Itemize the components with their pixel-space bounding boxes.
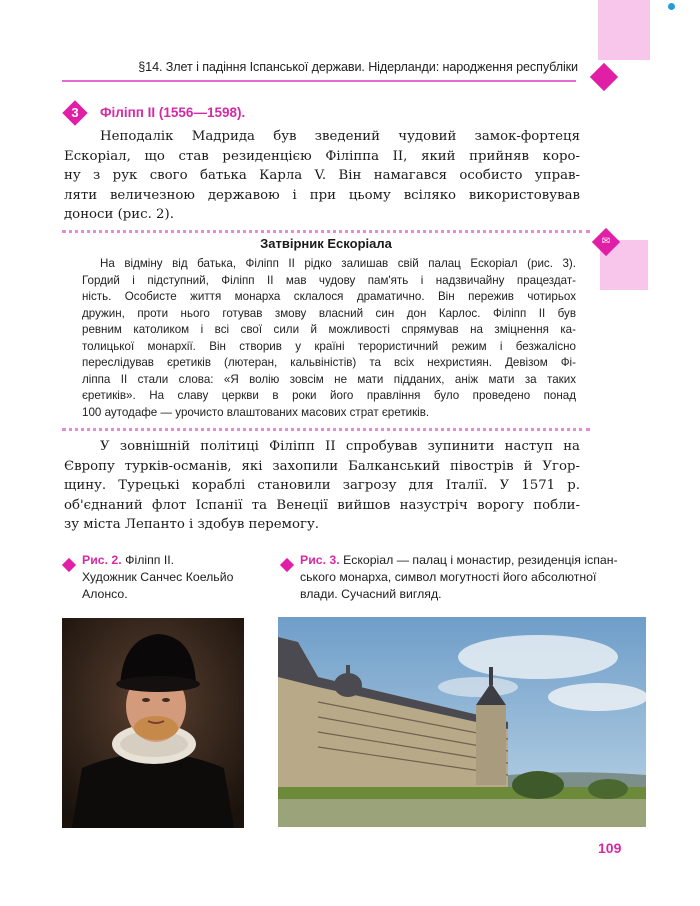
box-bottom-border xyxy=(62,428,590,431)
figure-ref: Рис. 2. xyxy=(82,553,122,567)
box-top-border xyxy=(62,230,590,233)
figure-ref: Рис. 3. xyxy=(300,553,340,567)
paragraph-line: Ескоріал, що став резиденцією Філіппа II, який прийняв коро- xyxy=(64,148,580,164)
caption-line: влади. Сучасний вигляд. xyxy=(300,587,442,601)
box-line: ревним католиком і всі свої сили й можливості спрямував на зміцнення ка- xyxy=(82,323,576,336)
box-line: ність. Особисте життя монарха склалося драматично. Він пережив чотирьох xyxy=(82,290,576,303)
section-number: 3 xyxy=(71,105,79,120)
paragraph-line: об'єднаний флот Іспанії та Венеції вийшов назустріч ворогу побли- xyxy=(64,497,580,513)
paragraph-line: ну з рук свого батька Карла V. Він намагався особисто управ- xyxy=(64,168,580,183)
caption-line: ського монарха, символ могутності його абсолютної xyxy=(300,570,597,584)
paragraph-line: У зовнішній політиці Філіпп II спробував зупинити наступ на xyxy=(100,439,580,454)
section-title: Філіпп ІІ (1556—1598). xyxy=(100,105,246,120)
page-corner-tab xyxy=(598,0,650,60)
page-number: 109 xyxy=(598,840,622,856)
paragraph-line: Неподалік Мадрида був зведений чудовий замок-фортеця xyxy=(100,129,580,144)
paragraph-line: доноси (рис. 2). xyxy=(64,207,174,222)
paragraph-line: ляти величезною державою і при цьому всіляко використовував xyxy=(64,187,580,203)
paragraph-1 xyxy=(64,127,580,225)
paragraph-line: зу міста Лепанто і здобув перемогу. xyxy=(64,517,320,532)
paragraph-line: щину. Турецькі кораблі становили загрозу для Італії. У 1571 р. xyxy=(64,478,580,493)
header-rule xyxy=(62,80,576,82)
box-line: ліппа ІІ стали слова: «Я волію зовсім не мати підданих, аніж мати за таких xyxy=(82,372,576,386)
portrait-philip-ii-image xyxy=(62,618,244,828)
box-title: Затвірник Ескоріала xyxy=(260,236,392,251)
document-icon: ✉ xyxy=(601,236,611,247)
box-line: 100 аутодафе — урочисто влаштованих масових страт єретиків. xyxy=(82,405,430,419)
caption-line: Художник Санчес Коельйо xyxy=(82,570,234,584)
header-diamond-icon xyxy=(590,63,618,91)
figure-2-caption xyxy=(82,552,262,603)
caption-line: Філіпп ІІ. xyxy=(125,553,175,567)
escorial-photo-image xyxy=(278,617,646,827)
caption-bullet-icon xyxy=(280,558,294,572)
box-line: толицької монархії. Він створив у країні терористичний режим і безжалісно xyxy=(82,339,576,353)
running-header: §14. Злет і падіння Іспанської держави. Нідерланди: народження республіки xyxy=(138,60,578,74)
box-line: єретиків». На славу церкви в роки його правління було проведено понад xyxy=(82,389,576,402)
caption-line: Алонсо. xyxy=(82,587,128,601)
box-line: На відміну від батька, Філіпп ІІ рідко залишав свій палац Ескоріал (рис. 3). xyxy=(100,257,576,270)
publisher-logo-icon xyxy=(668,2,698,16)
box-line: дружин, проти нього готував змову власний син дон Карлос. Філіпп ІІ був xyxy=(82,306,576,320)
figure-3-caption xyxy=(300,552,650,603)
paragraph-line: Європу турків-османів, які захопили Балканський півострів й Угор- xyxy=(64,458,580,474)
box-text xyxy=(82,256,576,421)
box-line: переслідував єретиків (лютеран, кальвіністів) та всіх нехристиян. Девізом Фі- xyxy=(82,356,576,369)
caption-line: Ескоріал — палац і монастир, резиденція іспан- xyxy=(343,553,618,567)
caption-bullet-icon xyxy=(62,558,76,572)
paragraph-2 xyxy=(64,437,580,535)
box-line: Гордий і підступний, Філіпп ІІ мав чудову пам'ять і надзвичайну працездат- xyxy=(82,273,576,287)
